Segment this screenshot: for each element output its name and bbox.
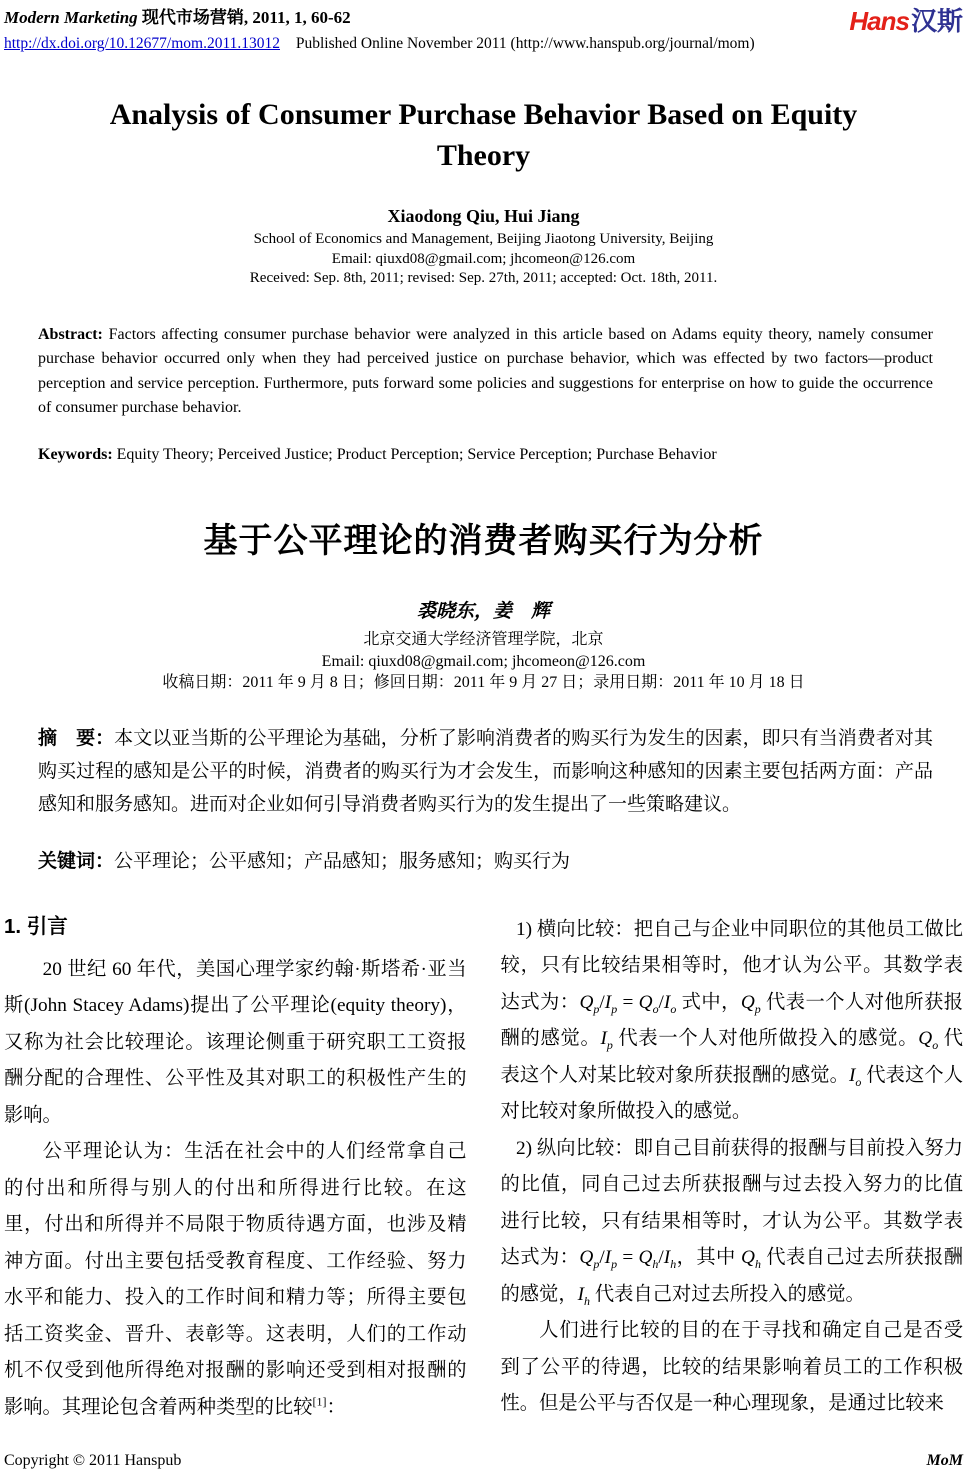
column-left (4, 912, 467, 1427)
abstract-text-cn: 本文以亚当斯的公平理论为基础，分析了影响消费者的购买行为发生的因素，即只有当消费者对其购买过程的感知是公平的时候，消费者的购买行为才会发生，而影响这种感知的因素主要包括两方面：产品感知和服务感知。进而对企业如何引导消费者购买行为的发生提出了一些策略建议。 (38, 727, 933, 815)
math-variable: I (663, 991, 671, 1013)
abstract-label-cn: 摘 要： (38, 727, 115, 749)
paper-title-cn: 基于公平理论的消费者购买行为分析 (203, 522, 764, 561)
math-variable: I (848, 1064, 856, 1086)
journal-abbr: MoM (926, 1452, 963, 1470)
journal-info (4, 6, 755, 55)
journal-title-en: Modern Marketing (4, 8, 138, 27)
hanspub-logo-cn: 汉斯 (910, 6, 963, 36)
authors-en: Xiaodong Qiu, Hui Jiang (387, 206, 580, 227)
authors-cn: 裘晓东，姜 辉 (416, 601, 550, 623)
affiliation-cn: 北京交通大学经济管理学院，北京 (363, 631, 604, 649)
math-variable: Q (638, 991, 653, 1013)
keywords-text-en: Equity Theory; Perceived Justice; Product Perception; Service Perception; Purchase Behavior (112, 445, 717, 463)
hanspub-logo-en: Hans (849, 6, 909, 36)
abstract-cn (38, 722, 933, 821)
copyright-text: Copyright © 2011 Hanspub (4, 1452, 182, 1470)
math-subscript: h (652, 1256, 659, 1271)
math-subscript: h (584, 1293, 591, 1308)
math-variable: Q (740, 991, 755, 1013)
math-variable: I (663, 1247, 671, 1269)
math-variable: I (577, 1283, 585, 1305)
journal-title-cn-issue: 现代市场营销, 2011, 1, 60-62 (141, 8, 351, 27)
keywords-en (38, 443, 933, 468)
doi-line (4, 33, 755, 55)
page-footer (4, 1426, 963, 1470)
published-online-text: Published Online November 2011 (http://www.hanspub.org/journal/mom) (295, 34, 755, 52)
hanspub-logo (849, 8, 963, 34)
journal-title-line (4, 6, 755, 31)
keywords-cn (38, 845, 933, 878)
math-variable: I (600, 1028, 607, 1050)
keywords-label-cn: 关键词： (38, 850, 115, 872)
received-line-en: Received: Sep. 8th, 2011; revised: Sep. 27th, 2011; accepted: Oct. 18th, 2011. (249, 270, 718, 287)
abstract-text-en: Factors affecting consumer purchase behavior were analyzed in this article based on Adams equity theory, namely consumer purchase behavior occurred only when they had perceived justice on purchase behavior, which was effected by two factors—product perception and service perception. Furthermore, puts forward some policies and suggestions for enterprise on how to guide the occurrence of consumer purchase behavior. (38, 325, 933, 417)
doi-link[interactable]: http://dx.doi.org/10.12677/mom.2011.13012 (4, 34, 280, 52)
math-subscript: o (932, 1037, 939, 1052)
body-paragraph: 人们进行比较的目的在于寻找和确定自己是否受到了公平的待遇，比较的结果影响着员工的工作积极性。但是公平与否仅是一种心理现象，是通过比较来 (500, 1320, 963, 1415)
math-variable: Q (741, 1247, 755, 1269)
keywords-label-en: Keywords: (38, 445, 113, 463)
section-1-heading: 1. 引言 (4, 914, 68, 938)
page-header (4, 6, 963, 55)
dates-line-cn: 收稿日期：2011 年 9 月 8 日；修回日期：2011 年 9 月 27 日；录用日期：2011 年 10 月 18 日 (162, 674, 805, 692)
math-subscript: p (606, 1037, 613, 1052)
math-subscript: h (754, 1256, 761, 1271)
email-line-cn: Email: qiuxd08@gmail.com; jhcomeon@126.com (321, 652, 646, 670)
math-subscript: p (593, 1001, 600, 1016)
column-right (501, 912, 964, 1427)
math-subscript: p (593, 1256, 600, 1271)
math-subscript: o (855, 1074, 862, 1089)
column-left-paragraphs (4, 952, 467, 1427)
reference-superscript: [1] (312, 1394, 327, 1409)
math-variable: I (604, 1247, 612, 1269)
math-variable: Q (918, 1028, 933, 1050)
paper-title-en: Analysis of Consumer Purchase Behavior Based on Equity Theory (109, 98, 858, 172)
email-line-en: Email: qiuxd08@gmail.com; jhcomeon@126.com (331, 250, 636, 267)
abstract-en (38, 323, 933, 421)
body-paragraph: 1) 横向比较：把自己与企业中同职位的其他员工做比较，只有比较结果相等时，他才认为公平。其数学表达式为：$Q_p/I_p = Q_o/I_o$ 式中，$Q_p$ 代表一个人对他所获报酬的感觉。$I_p$ 代表一个人对他所做投入的感觉。$Q_o$ 代表这个人对某比较对象所获报酬的感觉。$I_o$ 代表这个人对比较对象所做投入的感觉。 (500, 918, 964, 1123)
math-subscript: p (611, 1001, 618, 1016)
affiliation-en: School of Economics and Management, Beijing Jiaotong University, Beijing (253, 231, 714, 248)
math-variable: Q (579, 991, 594, 1013)
math-subscript: o (670, 1001, 677, 1016)
math-variable: Q (579, 1247, 594, 1269)
column-right-paragraphs (501, 912, 964, 1423)
body-paragraph: 20 世纪 60 年代，美国心理学家约翰·斯塔希·亚当斯(John Stacey Adams)提出了公平理论(equity theory)，又称为社会比较理论。该理论侧重于研究职工工资报酬分配的合理性、公平性及其对职工的积极性产生的影响。 (4, 958, 467, 1126)
keywords-text-cn: 公平理论；公平感知；产品感知；服务感知；购买行为 (114, 850, 571, 872)
math-subscript: h (670, 1256, 677, 1271)
abstract-label-en: Abstract: (38, 325, 103, 343)
body-paragraph: 公平理论认为：生活在社会中的人们经常拿自己的付出和所得与别人的付出和所得进行比较。在这里，付出和所得并不局限于物质待遇方面，也涉及精神方面。付出主要包括受教育程度、工作经验、努力水平和能力、投入的工作时间和精力等；所得主要包括工资奖金、晋升、表彰等。这表明，人们的工作动机不仅受到他所得绝对报酬的影响还受到相对报酬的影响。其理论包含着两种类型的比较[1]： (4, 1141, 467, 1418)
math-subscript: p (611, 1256, 618, 1271)
body-paragraph: 2) 纵向比较：即自己目前获得的报酬与目前投入努力的比值，同自己过去所获报酬与过去投入努力的比值进行比较，只有结果相等时，才认为公平。其数学表达式为：$Q_p/I_p = Q_h/I_h$，其中 $Q_h$ 代表自己过去所获报酬的感觉，$I_h$ 代表自己对过去所投入的感觉。 (500, 1137, 964, 1308)
math-subscript: o (652, 1001, 659, 1016)
math-subscript: p (754, 1001, 761, 1016)
math-variable: I (604, 991, 612, 1013)
math-variable: Q (638, 1247, 653, 1269)
body-columns (4, 912, 963, 1427)
